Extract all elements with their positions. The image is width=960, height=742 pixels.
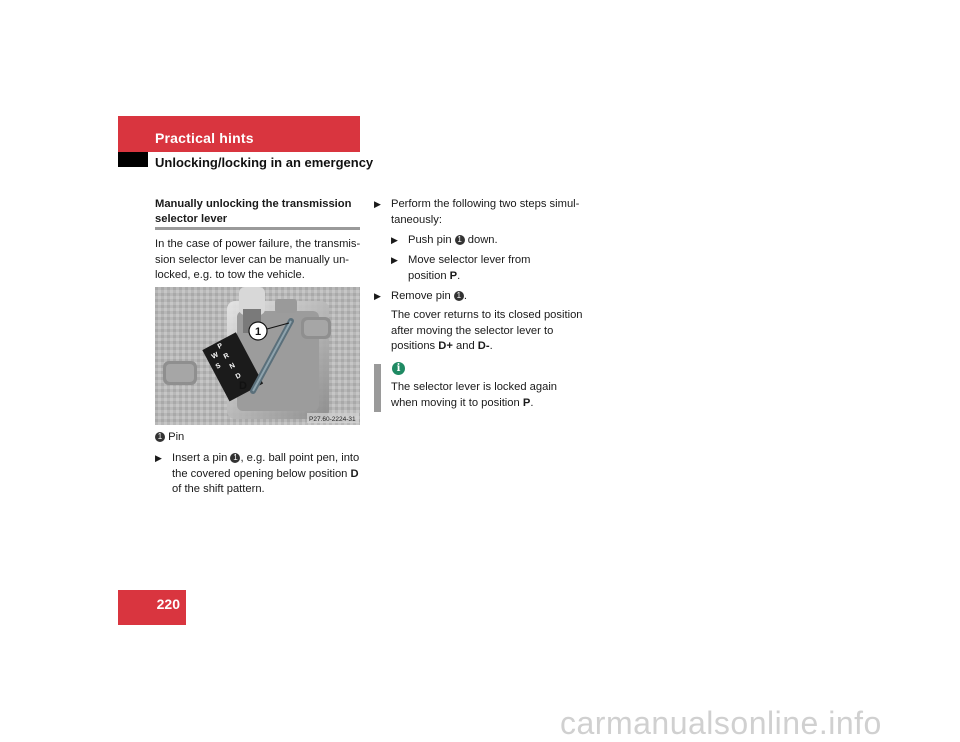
info-note: The selector lever is locked again when moving it to position P. [391,381,558,409]
instruction-text: Remove pin 1 . [391,290,467,302]
sub-step-text: Move selector lever from position P. [408,254,531,282]
caption-number: 1 [155,432,165,442]
pin-number: 1 [455,235,465,245]
section-title: Practical hints [155,130,254,146]
instruction-text: Perform the following two steps simul-taneously: [391,198,580,226]
header-tab-marker [118,152,148,167]
bullet-arrow-icon: ▶ [374,199,381,209]
svg-text:W: W [210,351,220,361]
result-note: The cover returns to its closed position after moving the selector lever to positions D+ and D-. [391,309,583,352]
bullet-arrow-icon: ▶ [155,453,162,463]
selector-lever-photo [155,287,360,425]
page-number-box [118,590,186,625]
bullet-arrow-icon: ▶ [391,235,398,245]
photo-callout-number: 1 [254,326,262,338]
svg-text:D: D [234,372,243,381]
pin-number: 1 [230,453,240,463]
watermark: carmanualsonline.info [560,705,882,741]
page-subtitle: Unlocking/locking in an emergency [155,155,374,170]
page-number: 220 [156,596,180,612]
intro-paragraph: In the case of power failure, the transmis-sion selector lever can be manually un-locked, e.g. to tow the vehicle. [155,238,361,281]
svg-text:N: N [228,362,237,371]
svg-text:S: S [214,362,223,371]
heading-rule [155,227,360,230]
section-header [118,116,360,152]
bullet-arrow-icon: ▶ [391,255,398,265]
sub-step-text: Push pin 1 down. [408,234,498,246]
pin-number: 1 [454,291,464,301]
selector-lever-illustration [155,287,360,425]
svg-text:R: R [222,352,231,361]
section-heading: Manually unlocking the transmission selector lever [155,198,352,225]
svg-text:D: D [239,380,247,392]
svg-text:P: P [216,342,225,351]
caption-text: Pin [168,431,185,443]
info-icon: i [392,362,405,375]
instruction-text: Insert a pin 1 , e.g. ball point pen, into the covered opening below position D of the shift pattern. [172,452,360,495]
photo-caption [155,430,184,446]
info-box-bar [374,364,381,412]
photo-reference-label: P27.60-2224-31 [309,416,356,423]
bullet-arrow-icon: ▶ [374,291,381,301]
